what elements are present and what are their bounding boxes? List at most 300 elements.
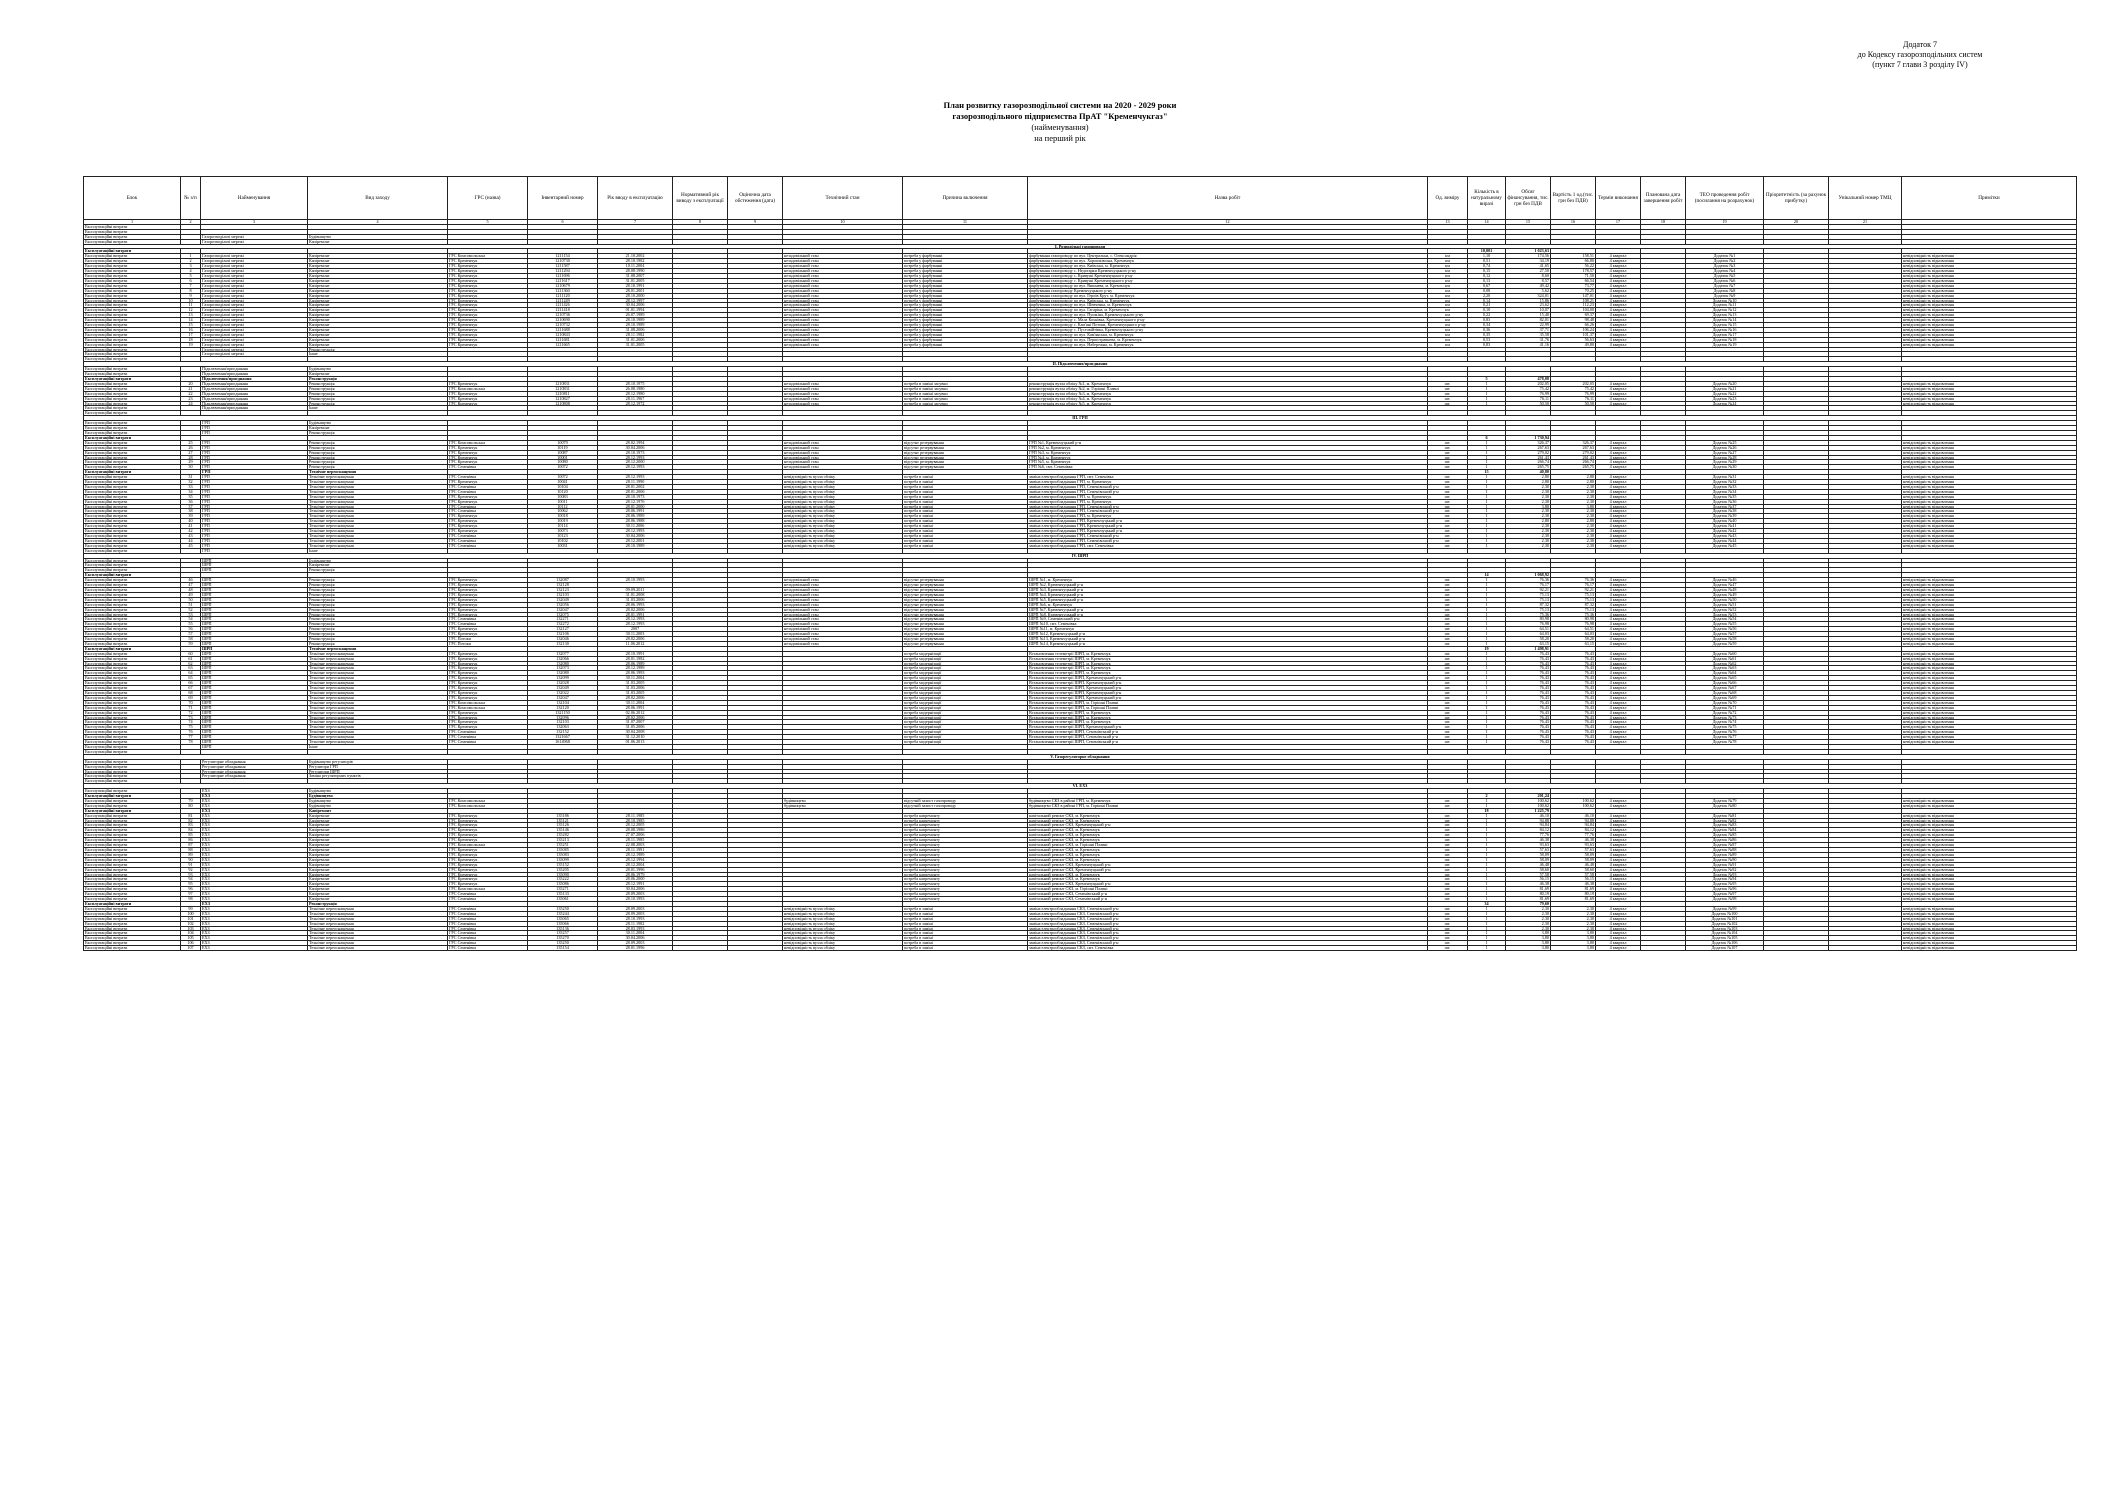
inventory-cell: 132103 — [528, 720, 598, 725]
unit-cost-cell: 265,75 — [1551, 465, 1596, 470]
term-cell: 4 квартал — [1596, 641, 1641, 646]
amount-cell: 76,43 — [1506, 705, 1551, 710]
work-cell: фарбування газопроводу с. Мала Кохнівка, Кременчуцького р-ну — [1028, 318, 1428, 323]
name-cell: ГРП — [201, 465, 308, 470]
unit-cell: шт. — [1428, 656, 1468, 661]
measure-type-cell: Будівництво — [308, 789, 448, 794]
block-cell: Експлуатаційні витрати — [84, 278, 181, 283]
teo-cell: Додаток №103 — [1686, 926, 1764, 931]
unit-cell: шт. — [1428, 641, 1468, 646]
unit-cost-cell: 2,30 — [1551, 911, 1596, 916]
unit-cost-cell: 326,37 — [1551, 440, 1596, 445]
amount-cell: 15,40 — [1506, 313, 1551, 318]
work-cell: Встановлення телеметрії ШРП, Семенівський р-н — [1028, 730, 1428, 735]
annex-clause: (пункт 7 глави 3 розділу IV) — [1872, 60, 1968, 69]
block-cell: Експлуатаційні витрати — [84, 794, 181, 799]
amount-cell: 2,30 — [1506, 509, 1551, 514]
year-cell: 28.12.1989 — [598, 666, 673, 671]
teo-cell: Додаток №34 — [1686, 489, 1764, 494]
teo-cell: Додаток №100 — [1686, 911, 1764, 916]
term-cell: 4 квартал — [1596, 602, 1641, 607]
term-cell: 4 квартал — [1596, 269, 1641, 274]
reason-cell: потреба у фарбуванні — [903, 264, 1028, 269]
reason-cell: потреба у фарбуванні — [903, 298, 1028, 303]
grs-cell: ГРС Кременчук — [448, 597, 528, 602]
work-cell: заміна електрообладнання СКЗ, Семенівський р-н — [1028, 931, 1428, 936]
year-cell: 28.10.1991 — [598, 283, 673, 288]
amount-cell: 2,30 — [1506, 499, 1551, 504]
number-cell: 81 — [181, 813, 201, 818]
teo-cell: Додаток №86 — [1686, 838, 1764, 843]
unit-cost-cell: 76,43 — [1551, 715, 1596, 720]
measure-type-cell: Технічне переоснащення — [308, 700, 448, 705]
name-cell: ШРП — [201, 730, 308, 735]
quantity-cell: 1 — [1468, 455, 1506, 460]
block-cell: Експлуатаційні витрати — [84, 372, 181, 377]
number-cell: 37 — [181, 504, 201, 509]
unit-cost-cell: 261,43 — [1551, 455, 1596, 460]
note-cell: невідповідність відновлення — [1902, 887, 2077, 892]
note-cell: невідповідність відновлення — [1902, 892, 2077, 897]
reason-cell: відсутнє резервування — [903, 583, 1028, 588]
year-cell: 30.04.2008 — [598, 730, 673, 735]
state-cell: будівництво — [783, 803, 903, 808]
unit-cell: км — [1428, 318, 1468, 323]
name-cell: Регуляторне обладнання — [201, 764, 308, 769]
number-cell: 79 — [181, 798, 201, 803]
inventory-cell: 132028 — [528, 681, 598, 686]
name-cell: ГРП — [201, 538, 308, 543]
name-cell: Газорозподільчі мережі — [201, 283, 308, 288]
state-cell: невідповідність вузла обліку — [783, 494, 903, 499]
unit-cell: шт. — [1428, 715, 1468, 720]
teo-cell: Додаток №75 — [1686, 725, 1764, 730]
measure-type-cell: Реконструкція — [308, 607, 448, 612]
state-cell: незадовільний стан — [783, 607, 903, 612]
inventory-cell: 135065 — [528, 916, 598, 921]
amount-cell: 478,08 — [1506, 377, 1551, 382]
note-cell: невідповідність відновлення — [1902, 455, 2077, 460]
inventory-cell: 135222 — [528, 877, 598, 882]
reason-cell: відсутнє резервування — [903, 627, 1028, 632]
term-cell: 4 квартал — [1596, 489, 1641, 494]
quantity-cell: 1 — [1468, 529, 1506, 534]
name-cell: ШРП — [201, 700, 308, 705]
amount-cell: 2,30 — [1506, 484, 1551, 489]
number-cell: 52 — [181, 607, 201, 612]
column-header: ГРС (назва) — [448, 177, 528, 220]
work-cell: заміна електрообладнання ГРП, Семенівський р-н — [1028, 534, 1428, 539]
number-cell: 75 — [181, 725, 201, 730]
block-cell: Експлуатаційні витрати — [84, 543, 181, 548]
measure-type-cell: Капіремонт — [308, 273, 448, 278]
block-cell: Експлуатаційні витрати — [84, 651, 181, 656]
measure-type-cell: Реконструкція — [308, 637, 448, 642]
measure-type-cell: Капіремонт — [308, 843, 448, 848]
grs-cell: ГРС Кременчук — [448, 661, 528, 666]
measure-type-cell: Технічне переоснащення — [308, 543, 448, 548]
reason-cell: потреба у фарбуванні — [903, 337, 1028, 342]
block-cell: Експлуатаційні витрати — [84, 249, 181, 254]
note-cell: невідповідність відновлення — [1902, 519, 2077, 524]
column-header: Назва робіт — [1028, 177, 1428, 220]
unit-cost-cell: 76,43 — [1551, 720, 1596, 725]
grs-cell: ГРС Кременчук — [448, 833, 528, 838]
inventory-cell: 132049 — [528, 597, 598, 602]
grs-cell: ГРС Кременчук — [448, 651, 528, 656]
unit-cost-cell: 2,30 — [1551, 499, 1596, 504]
note-cell: невідповідність відновлення — [1902, 730, 2077, 735]
title-name-caption: (найменування) — [1031, 122, 1089, 132]
block-cell: Експлуатаційні витрати — [84, 484, 181, 489]
measure-type-cell: Технічне переоснащення — [308, 725, 448, 730]
name-cell: ГРП — [201, 480, 308, 485]
year-cell: 31.03.2005 — [598, 681, 673, 686]
name-cell: ШРП — [201, 695, 308, 700]
inventory-cell: 135250 — [528, 941, 598, 946]
amount-cell: 267,63 — [1506, 445, 1551, 450]
unit-cell: шт. — [1428, 872, 1468, 877]
unit-cell: шт. — [1428, 592, 1468, 597]
state-cell: незадовільний стан — [783, 259, 903, 264]
unit-cell: шт. — [1428, 916, 1468, 921]
work-cell: фарбування газопроводу с. Кривуші Кременчуцького р-ну — [1028, 273, 1428, 278]
state-cell: незадовільний стан — [783, 592, 903, 597]
unit-cost-cell: 75,13 — [1551, 607, 1596, 612]
inventory-cell: 10083 — [528, 494, 598, 499]
term-cell: 4 квартал — [1596, 534, 1641, 539]
reason-cell: потреба в заміні — [903, 946, 1028, 951]
year-cell: 28.12.1993 — [598, 617, 673, 622]
quantity-cell: 1 — [1468, 622, 1506, 627]
grs-cell: ГРС Кременчук — [448, 337, 528, 342]
unit-cost-cell: 87,32 — [1551, 602, 1596, 607]
unit-cost-cell: 108,21 — [1551, 298, 1596, 303]
note-cell: невідповідність відновлення — [1902, 259, 2077, 264]
reason-cell: потреба капремонту — [903, 823, 1028, 828]
unit-cost-cell: 57,58 — [1551, 872, 1596, 877]
quantity-cell: 1 — [1468, 592, 1506, 597]
term-cell: 4 квартал — [1596, 278, 1641, 283]
quantity-cell: 19 — [1468, 646, 1506, 651]
note-cell: невідповідність відновлення — [1902, 833, 2077, 838]
unit-cost-cell: 2,30 — [1551, 543, 1596, 548]
quantity-cell: 1 — [1468, 617, 1506, 622]
year-cell: 31.07.2007 — [598, 720, 673, 725]
name-cell: Газорозподільчі мережі — [201, 298, 308, 303]
work-cell: ГРП №5, м. Кременчук — [1028, 460, 1428, 465]
state-cell: будівництво — [783, 798, 903, 803]
reason-cell: потреба капремонту — [903, 828, 1028, 833]
measure-type-cell: Технічне переоснащення — [308, 735, 448, 740]
unit-cost-cell: 64,03 — [1551, 632, 1596, 637]
name-cell: ГРП — [201, 534, 308, 539]
state-cell: невідповідність вузла обліку — [783, 936, 903, 941]
block-cell: Експлуатаційні витрати — [84, 313, 181, 318]
quantity-cell: 1 — [1468, 867, 1506, 872]
state-cell: незадовільний стан — [783, 641, 903, 646]
inventory-cell: 135250 — [528, 906, 598, 911]
note-cell: невідповідність відновлення — [1902, 298, 2077, 303]
unit-cost-cell: 56,22 — [1551, 264, 1596, 269]
number-cell: 101 — [181, 916, 201, 921]
unit-cost-cell: 3,80 — [1551, 931, 1596, 936]
teo-cell: Додаток №23 — [1686, 396, 1764, 401]
grs-cell: ГРС Кременчук — [448, 607, 528, 612]
amount-cell: 58,60 — [1506, 867, 1551, 872]
term-cell: 4 квартал — [1596, 916, 1641, 921]
teo-cell: Додаток №71 — [1686, 705, 1764, 710]
inventory-cell: 1210827 — [528, 396, 598, 401]
year-cell: 28.09.2003 — [598, 941, 673, 946]
amount-cell: 75,42 — [1506, 386, 1551, 391]
year-cell: 28.12.1993 — [598, 475, 673, 480]
reason-cell: потреба в заміні засувки — [903, 386, 1028, 391]
teo-cell: Додаток №29 — [1686, 460, 1764, 465]
grs-cell: ГРС Кременчук — [448, 862, 528, 867]
note-cell: невідповідність відновлення — [1902, 504, 2077, 509]
block-cell: Експлуатаційні витрати — [84, 897, 181, 902]
column-header: Од. виміру — [1428, 177, 1468, 220]
unit-cell: км — [1428, 259, 1468, 264]
quantity-cell: 1 — [1468, 676, 1506, 681]
name-cell: ГРП — [201, 445, 308, 450]
term-cell: 4 квартал — [1596, 313, 1641, 318]
measure-type-cell: Капіремонт — [308, 877, 448, 882]
name-cell: ШРП — [201, 617, 308, 622]
unit-cost-cell: 2,30 — [1551, 916, 1596, 921]
number-cell: 102 — [181, 921, 201, 926]
name-cell: ЕХЗ — [201, 877, 308, 882]
unit-cell: шт. — [1428, 651, 1468, 656]
reason-cell: потреба модернізації — [903, 651, 1028, 656]
inventory-cell: 10072 — [528, 475, 598, 480]
inventory-cell: 1211154 — [528, 254, 598, 259]
block-cell: Експлуатаційні витрати — [84, 803, 181, 808]
teo-cell: Додаток №7 — [1686, 283, 1764, 288]
unit-cost-cell: 76,43 — [1551, 740, 1596, 745]
grs-cell: ГРС Комсомольська — [448, 254, 528, 259]
measure-type-cell: Інше — [308, 406, 448, 411]
number-cell: 26 — [181, 445, 201, 450]
year-cell: 28.06.1991 — [598, 705, 673, 710]
measure-type-cell: Технічне переоснащення — [308, 695, 448, 700]
term-cell: 4 квартал — [1596, 627, 1641, 632]
grs-cell: ГРС Кременчук — [448, 460, 528, 465]
state-cell: невідповідність вузла обліку — [783, 946, 903, 951]
note-cell: невідповідність відновлення — [1902, 308, 2077, 313]
amount-cell: 2,30 — [1506, 926, 1551, 931]
unit-cell: шт. — [1428, 460, 1468, 465]
unit-cost-cell: 56,63 — [1551, 337, 1596, 342]
year-cell: 31.01.2006 — [598, 337, 673, 342]
term-cell: 4 квартал — [1596, 342, 1641, 347]
teo-cell: Додаток №53 — [1686, 612, 1764, 617]
unit-cost-cell: 94,88 — [1551, 818, 1596, 823]
note-cell: невідповідність відновлення — [1902, 381, 2077, 386]
grs-cell: ГРС Семенівка — [448, 941, 528, 946]
number-cell: 94 — [181, 877, 201, 882]
unit-cell: шт. — [1428, 622, 1468, 627]
quantity-cell: 1 — [1468, 892, 1506, 897]
number-cell: 29 — [181, 460, 201, 465]
amount-cell: 100,62 — [1506, 798, 1551, 803]
inventory-cell: 132099 — [528, 676, 598, 681]
reason-cell: потреба капремонту — [903, 833, 1028, 838]
measure-type-cell: Капіремонт — [308, 818, 448, 823]
term-cell: 4 квартал — [1596, 445, 1641, 450]
work-cell: фарбування газопроводу по вул. Хорошківська, Кременчук — [1028, 259, 1428, 264]
year-cell: 28.12.1991 — [598, 882, 673, 887]
name-cell: ЕХЗ — [201, 921, 308, 926]
block-cell: Експлуатаційні витрати — [84, 504, 181, 509]
name-cell: ШРП — [201, 627, 308, 632]
name-cell: Газорозподільчі мережі — [201, 269, 308, 274]
unit-cell: шт. — [1428, 440, 1468, 445]
number-cell: 76 — [181, 730, 201, 735]
note-cell: невідповідність відновлення — [1902, 838, 2077, 843]
measure-type-cell: Реконструкція — [308, 445, 448, 450]
name-cell: ЕХЗ — [201, 803, 308, 808]
block-cell: Експлуатаційні витрати — [84, 308, 181, 313]
year-cell: 28.09.2003 — [598, 911, 673, 916]
teo-cell: Додаток №95 — [1686, 882, 1764, 887]
teo-cell: Додаток №4 — [1686, 269, 1764, 274]
quantity-cell: 1 — [1468, 921, 1506, 926]
amount-cell: 63,15 — [1506, 641, 1551, 646]
note-cell: невідповідність відновлення — [1902, 852, 2077, 857]
measure-type-cell: Капіремонт — [308, 337, 448, 342]
term-cell: 4 квартал — [1596, 597, 1641, 602]
year-cell: 28.01.2001 — [598, 288, 673, 293]
quantity-cell: 1 — [1468, 440, 1506, 445]
amount-cell: 81,69 — [1506, 897, 1551, 902]
amount-cell: 8,60 — [1506, 273, 1551, 278]
name-cell: ЕХЗ — [201, 813, 308, 818]
inventory-cell: 10072 — [528, 465, 598, 470]
measure-type-cell: Реконструкція — [308, 602, 448, 607]
block-cell: Експлуатаційні витрати — [84, 377, 181, 382]
amount-cell: 2,80 — [1506, 519, 1551, 524]
block-cell: Експлуатаційні витрати — [84, 303, 181, 308]
quantity-cell: 0,12 — [1468, 273, 1506, 278]
number-cell: 71 — [181, 705, 201, 710]
grs-cell: ГРС Кременчук — [448, 578, 528, 583]
block-cell: Експлуатаційні витрати — [84, 494, 181, 499]
amount-cell: 76,43 — [1506, 661, 1551, 666]
name-cell: ШРП — [201, 602, 308, 607]
name-cell: ШРП — [201, 735, 308, 740]
column-header: Блок — [84, 177, 181, 220]
column-number: 6 — [528, 220, 598, 225]
block-cell: Експлуатаційні витрати — [84, 381, 181, 386]
inventory-cell: 10112 — [528, 504, 598, 509]
teo-cell: Додаток №56 — [1686, 627, 1764, 632]
measure-type-cell: Технічне переоснащення — [308, 911, 448, 916]
number-cell: 1 — [181, 254, 201, 259]
work-cell: ШРП №12, Кременчуцький р-н — [1028, 632, 1428, 637]
unit-cell: шт. — [1428, 926, 1468, 931]
quantity-cell: 1 — [1468, 607, 1506, 612]
quantity-cell: 1 — [1468, 857, 1506, 862]
column-header: Технічний стан — [783, 177, 903, 220]
teo-cell: Додаток №96 — [1686, 887, 1764, 892]
inventory-cell: 10120 — [528, 489, 598, 494]
name-cell: ШРП — [201, 676, 308, 681]
block-cell: Експлуатаційні витрати — [84, 931, 181, 936]
state-cell: невідповідність вузла обліку — [783, 480, 903, 485]
measure-type-cell: Технічне переоснащення — [308, 499, 448, 504]
year-cell: 31.08.2006 — [598, 327, 673, 332]
quantity-cell: 1 — [1468, 848, 1506, 853]
unit-cost-cell: 76,43 — [1551, 656, 1596, 661]
number-cell: 106 — [181, 941, 201, 946]
name-cell: ГРП — [201, 430, 308, 435]
term-cell: 4 квартал — [1596, 583, 1641, 588]
number-cell: 64 — [181, 671, 201, 676]
measure-type-cell: Технічне переоснащення — [308, 538, 448, 543]
term-cell: 4 квартал — [1596, 676, 1641, 681]
work-cell: ШРП №13, Кременчуцький р-н — [1028, 637, 1428, 642]
year-cell: 22.08.2003 — [598, 843, 673, 848]
grs-cell: ГРС Семенівка — [448, 897, 528, 902]
column-number: 5 — [448, 220, 528, 225]
measure-type-cell: Капіремонт — [308, 857, 448, 862]
amount-cell: 87,32 — [1506, 602, 1551, 607]
amount-cell: 76,98 — [1506, 622, 1551, 627]
teo-cell: Додаток №5 — [1686, 273, 1764, 278]
unit-cell: шт. — [1428, 838, 1468, 843]
block-cell: Експлуатаційні витрати — [84, 391, 181, 396]
unit-cost-cell: 104,00 — [1551, 308, 1596, 313]
unit-cost-cell: 58,09 — [1551, 852, 1596, 857]
inventory-cell: 10080 — [528, 460, 598, 465]
block-cell: Експлуатаційні витрати — [84, 548, 181, 553]
unit-cost-cell: 46,38 — [1551, 882, 1596, 887]
measure-type-cell: Технічне переоснащення — [308, 534, 448, 539]
measure-type-cell: Капіремонт — [308, 848, 448, 853]
inventory-cell: 132272 — [528, 622, 598, 627]
reason-cell: потреба в заміні — [903, 534, 1028, 539]
column-number: 21 — [1829, 220, 1902, 225]
year-cell: 28.10.1993 — [598, 578, 673, 583]
work-cell: Встановлення телеметрії ШРП, Кременчуцький р-н — [1028, 681, 1428, 686]
teo-cell: Додаток №64 — [1686, 671, 1764, 676]
inventory-cell: 135121 — [528, 818, 598, 823]
name-cell: ГРП — [201, 494, 308, 499]
unit-cell: км — [1428, 298, 1468, 303]
measure-type-cell: Капіремонт — [308, 318, 448, 323]
block-cell: Експлуатаційні витрати — [84, 558, 181, 563]
quantity-cell: 1 — [1468, 852, 1506, 857]
term-cell: 4 квартал — [1596, 946, 1641, 951]
reason-cell: потреба модернізації — [903, 656, 1028, 661]
amount-cell: 100,62 — [1506, 803, 1551, 808]
unit-cell: шт. — [1428, 637, 1468, 642]
year-cell: 28.01.2000 — [598, 504, 673, 509]
section-title: VI. ЕХЗ — [84, 784, 2077, 789]
work-cell: капітальний ремонт СКЗ, м. Кременчук — [1028, 857, 1428, 862]
year-cell: 26.07.1989 — [598, 313, 673, 318]
inventory-cell: 1210843 — [528, 332, 598, 337]
quantity-cell: 1 — [1468, 475, 1506, 480]
work-cell: фарбування газопроводу с. Пустовійтівка, Кременчуцького р-ну — [1028, 327, 1428, 332]
inventory-cell: 132056 — [528, 602, 598, 607]
grs-cell: ГРС Кременчук — [448, 612, 528, 617]
grs-cell: ГРС Кременчук — [448, 681, 528, 686]
amount-cell: 8,57 — [1506, 278, 1551, 283]
name-cell: Газорозподільчі мережі — [201, 254, 308, 259]
